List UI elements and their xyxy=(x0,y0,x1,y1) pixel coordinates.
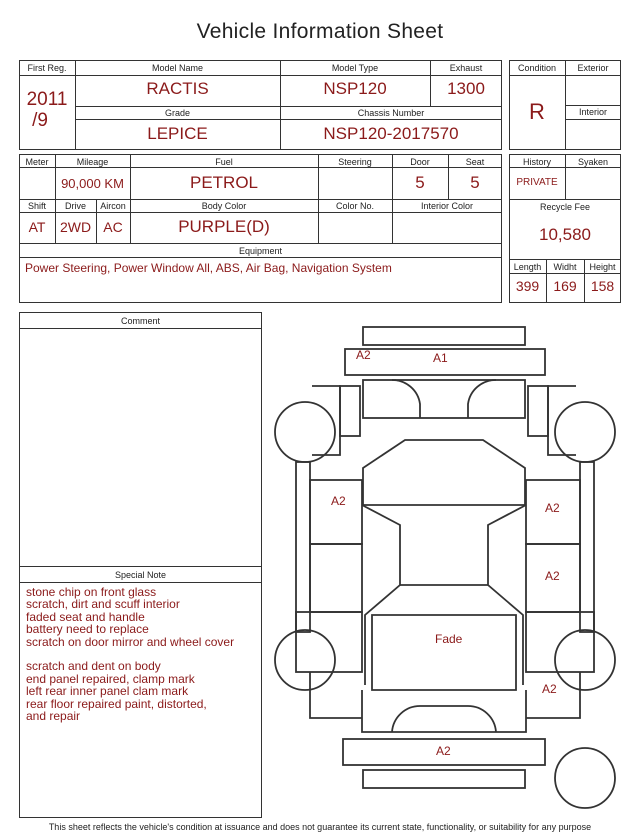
shift-label: Shift xyxy=(27,201,46,211)
equipment-value: Power Steering, Power Window All, ABS, Air Bag, Navigation System xyxy=(25,261,392,275)
special-note-line: left rear inner panel clam mark xyxy=(26,684,189,699)
chassis-number-label: Chassis Number xyxy=(357,108,425,118)
first-reg-label: First Reg. xyxy=(27,63,67,73)
height-value: 158 xyxy=(590,278,615,294)
special-note-line: scratch on door mirror and wheel cover xyxy=(26,634,235,649)
seat-value: 5 xyxy=(470,173,480,192)
model-name-label: Model Name xyxy=(151,63,204,73)
model-type-value: NSP120 xyxy=(323,79,387,98)
model-type-label: Model Type xyxy=(331,63,379,73)
length-label: Length xyxy=(513,262,542,272)
drive-value: 2WD xyxy=(59,219,92,235)
exhaust-label: Exhaust xyxy=(449,63,483,73)
width-value: 169 xyxy=(553,278,577,294)
mark-right-rear-quarter: A2 xyxy=(542,682,557,696)
door-value: 5 xyxy=(415,173,425,192)
fuel-value: PETROL xyxy=(189,173,259,192)
equipment-label: Equipment xyxy=(238,246,283,256)
first-reg-year: 2011 xyxy=(26,89,68,110)
grade-value: LEPICE xyxy=(147,124,208,143)
page-title: Vehicle Information Sheet xyxy=(196,20,444,43)
body-color-value: PURPLE(D) xyxy=(178,217,270,236)
mark-left-front-door: A2 xyxy=(331,494,346,508)
mark-right-rear-door: A2 xyxy=(545,569,560,583)
special-note-line: and repair xyxy=(26,709,81,724)
seat-label: Seat xyxy=(465,157,485,167)
mark-hood: A1 xyxy=(433,351,448,365)
aircon-value: AC xyxy=(103,219,123,235)
aircon-label: Aircon xyxy=(100,201,126,211)
height-label: Height xyxy=(589,262,616,272)
meter-label: Meter xyxy=(25,157,49,167)
mark-rear-bumper: A2 xyxy=(436,744,451,758)
mileage-label: Mileage xyxy=(76,157,109,167)
condition-grade: R xyxy=(529,99,545,124)
recycle-fee-value: 10,580 xyxy=(539,225,591,244)
length-value: 399 xyxy=(515,278,540,294)
mark-front-bumper: A2 xyxy=(356,348,371,362)
history-value: PRIVATE xyxy=(516,177,558,188)
chassis-number-value: NSP120-2017570 xyxy=(323,124,459,143)
mileage-value: 90,000 KM xyxy=(61,176,124,191)
special-note-line: stone chip on front glass xyxy=(26,585,157,599)
special-note-line: faded seat and handle xyxy=(26,609,145,624)
special-note-label: Special Note xyxy=(114,570,167,580)
disclaimer-footer: This sheet reflects the vehicle's condition at issuance and does not guarantee its current state, functionality, or suitability for any purpose xyxy=(48,822,592,832)
interior-color-label: Interior Color xyxy=(420,201,474,211)
special-note-line: scratch, dirt and scuff interior xyxy=(26,597,180,612)
color-no-label: Color No. xyxy=(335,201,374,211)
drive-label: Drive xyxy=(64,201,86,211)
model-name-value: RACTIS xyxy=(146,79,209,98)
mark-right-front-door: A2 xyxy=(545,501,560,515)
comment-label: Comment xyxy=(120,316,160,326)
exterior-label: Exterior xyxy=(577,63,609,73)
condition-label: Condition xyxy=(517,63,557,73)
width-label: Widht xyxy=(553,262,577,272)
recycle-fee-label: Recycle Fee xyxy=(539,202,591,212)
steering-label: Steering xyxy=(338,157,372,167)
body-color-label: Body Color xyxy=(201,201,247,211)
mark-roof: Fade xyxy=(435,632,463,646)
special-note-line: rear floor repaired paint, distorted, xyxy=(26,696,207,711)
fuel-label: Fuel xyxy=(215,157,233,167)
interior-label: Interior xyxy=(578,107,607,117)
history-label: History xyxy=(522,157,551,167)
special-note-line: battery need to replace xyxy=(26,622,149,637)
syaken-label: Syaken xyxy=(577,157,609,167)
shift-value: AT xyxy=(28,219,46,235)
door-label: Door xyxy=(410,157,430,167)
special-note-line: end panel repaired, clamp mark xyxy=(26,671,195,686)
exhaust-value: 1300 xyxy=(447,79,485,98)
grade-label: Grade xyxy=(164,108,190,118)
special-note-line: scratch and dent on body xyxy=(26,659,161,674)
first-reg-month: /9 xyxy=(32,110,48,131)
